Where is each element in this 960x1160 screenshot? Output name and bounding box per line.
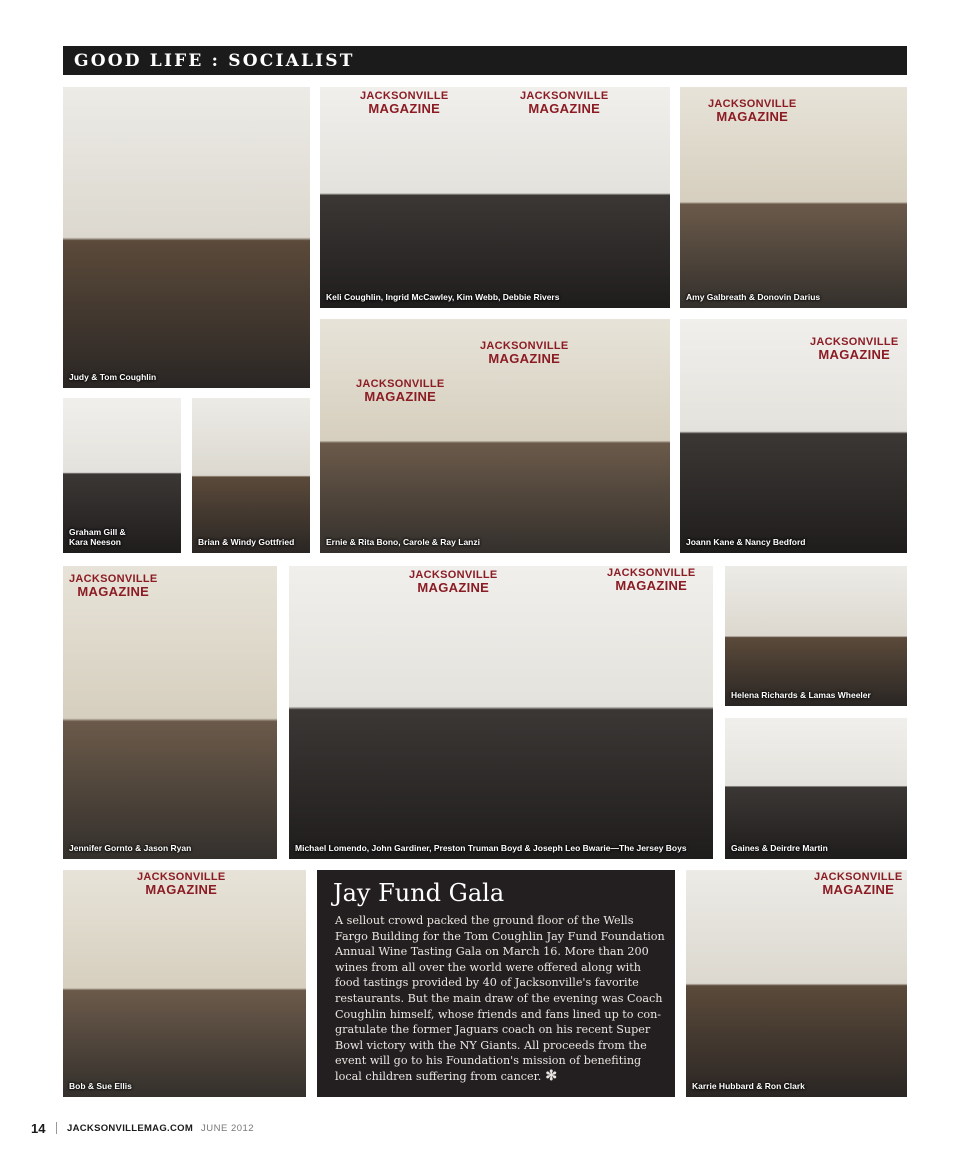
page-number: 14 [31,1121,46,1136]
photo-caption: Judy & Tom Coughlin [69,372,157,382]
watermark: JACKSONVILLE MAGAZINE [607,567,696,593]
watermark: JACKSONVILLE MAGAZINE [708,98,797,124]
photo-joann-nancy [680,319,907,553]
photo-caption: Amy Galbreath & Donovin Darius [686,292,821,302]
watermark: JACKSONVILLE MAGAZINE [69,573,158,599]
photo-caption: Bob & Sue Ellis [69,1081,132,1091]
footer-divider [56,1122,57,1134]
photo-bob-sue-ellis [63,870,306,1097]
photo-helena-lamas [725,566,907,706]
photo-jersey-boys [289,566,713,859]
photo-caption: Brian & Windy Gottfried [198,537,295,547]
photo-ernie-rita-carole-ray [320,319,670,553]
photo-keli-ingrid-kim-debbie [320,87,670,308]
photo-amy-donovin [680,87,907,308]
article-body-text: A sellout crowd packed the ground floor of the Wells Fargo Building for the Tom Coughlin Jay Fund Foundation Annual Wine Tasting Gala on March 16. More than 200 wines from all over the world were offered along with food tastings provided by 40 of Jacksonville's favorite restaurants. But the main draw of the evening was Coach Coughlin himself, whose friends and fans lined up to con-gratulate the former Jaguars coach on his recent Super Bowl victory with the NY Giants. All proceeds from the event will go to his Foundation's mission of benefiting local children suffering from cancer. [335,914,665,1083]
photo-caption: Ernie & Rita Bono, Carole & Ray Lanzi [326,537,480,547]
article-body [335,913,665,1085]
photo-karrie-ron [686,870,907,1097]
watermark: JACKSONVILLE MAGAZINE [810,336,899,362]
photo-caption: Gaines & Deirdre Martin [731,843,828,853]
footer-site: JACKSONVILLEMAG.COM [67,1123,194,1134]
watermark: JACKSONVILLE MAGAZINE [360,90,449,116]
photo-gaines-deirdre [725,718,907,859]
watermark: JACKSONVILLE MAGAZINE [520,90,609,116]
photo-caption: Michael Lomendo, John Gardiner, Preston Truman Boyd & Joseph Leo Bwarie—The Jersey Boys [295,843,687,853]
footer-date: JUNE 2012 [201,1123,255,1134]
section-header [63,46,907,75]
watermark: JACKSONVILLE MAGAZINE [814,871,903,897]
photo-graham-kara [63,398,181,553]
section-header-title: GOOD LIFE : SOCIALIST [74,51,355,71]
article-jay-fund-gala [317,870,675,1097]
photo-brian-windy [192,398,310,553]
watermark: JACKSONVILLE MAGAZINE [356,378,445,404]
watermark: JACKSONVILLE MAGAZINE [137,871,226,897]
article-title: Jay Fund Gala [333,879,505,907]
photo-judy-tom-coughlin [63,87,310,388]
photo-caption: Karrie Hubbard & Ron Clark [692,1081,805,1091]
end-mark: ✻ [545,1067,558,1084]
photo-caption: Helena Richards & Lamas Wheeler [731,690,871,700]
photo-jennifer-jason [63,566,277,859]
photo-caption: Jennifer Gornto & Jason Ryan [69,843,192,853]
photo-caption: Graham Gill & Kara Neeson [69,527,126,547]
watermark: JACKSONVILLE MAGAZINE [409,569,498,595]
photo-caption: Keli Coughlin, Ingrid McCawley, Kim Webb, Debbie Rivers [326,292,560,302]
photo-caption: Joann Kane & Nancy Bedford [686,537,806,547]
watermark: JACKSONVILLE MAGAZINE [480,340,569,366]
